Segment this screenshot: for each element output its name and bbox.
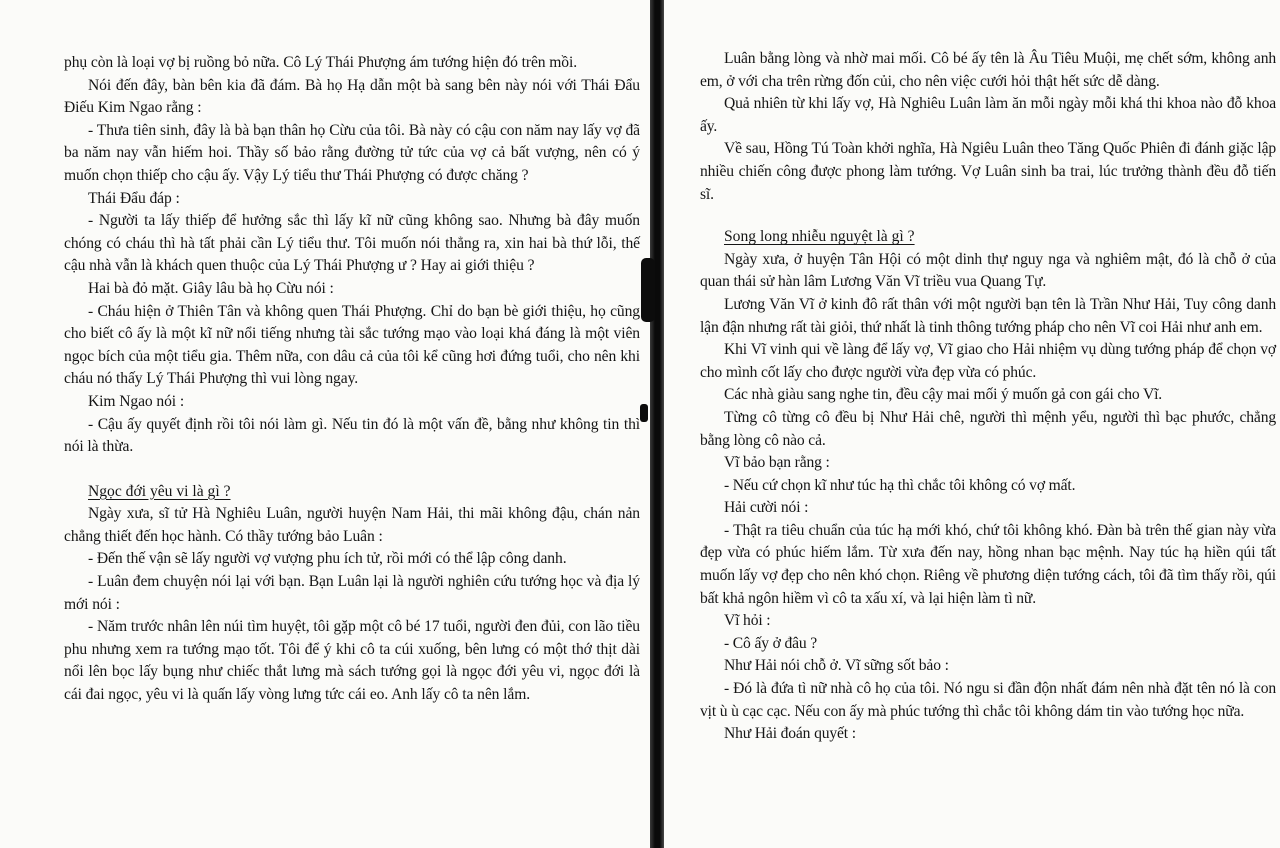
scan-blemish <box>641 258 655 322</box>
paragraph: - Cậu ấy quyết định rồi tôi nói làm gì. Nếu tin đó là một vấn đề, bằng như không tin thì nói là thừa. <box>64 415 640 456</box>
book-spine-gutter <box>650 0 664 848</box>
paragraph: - Đến thế vận sẽ lấy người vợ vượng phu ích tử, rồi mới có thể lập công danh. <box>88 550 567 568</box>
paragraph: - Luân đem chuyện nói lại với bạn. Bạn Luân lại là người nghiên cứu tướng học và địa lý mới nói : <box>64 573 640 613</box>
paragraph: Từng cô từng cô đều bị Như Hải chê, người thì mệnh yểu, người thì bạc phước, chẳng bằng lòng cô nào cả. <box>700 408 1276 449</box>
paragraph: Ngày xưa, sĩ tử Hà Nghiêu Luân, người huyện Nam Hải, thi mãi không đậu, chán nản chẳng thiết đến học hành. Có thầy tướng bảo Luân : <box>64 505 640 545</box>
paragraph: Thái Đẩu đáp : <box>88 189 180 207</box>
paragraph: - Thật ra tiêu chuẩn của túc hạ mới khó, chứ tôi không khó. Đàn bà trên thế gian này vừa đẹp vừa có phúc hiếm lắm. Từ xưa đến nay, hồng nhan bạc mệnh. Nay túc hạ hiền qúi tất muốn lấy vợ đẹp cho nên khó chọn. Riêng về phương diện tướng cách, tôi đã tìm thấy rồi, qúi bất khả ngôn hiềm vì cô ta xấu xí, và lại hiện làm tì nữ. <box>700 521 1276 607</box>
paragraph: Lương Văn Vĩ ở kinh đô rất thân với một người bạn tên là Trần Như Hải, Tuy công danh lận đận nhưng rất tài giỏi, thứ nhất là tinh thông tướng pháp cho nên Vĩ coi Hải như anh em. <box>700 295 1276 336</box>
paragraph: Hải cười nói : <box>724 499 809 517</box>
paragraph: Như Hải nói chỗ ở. Vĩ sững sốt bảo : <box>724 657 949 675</box>
paragraph: phụ còn là loại vợ bị ruồng bỏ nữa. Cô Lý Thái Phượng ám tướng hiện đó trên mồi. <box>64 54 578 71</box>
section-heading-text: Ngọc đới yêu vi là gì ? <box>88 482 231 500</box>
paragraph: Vĩ hỏi : <box>724 612 771 630</box>
section-heading-text: Song long nhiễu nguyệt là gì ? <box>724 228 915 246</box>
paragraph: Khi Vĩ vinh qui về làng để lấy vợ, Vĩ giao cho Hải nhiệm vụ dùng tướng pháp để chọn vợ cho mình cốt lấy cho được người vừa đẹp vừa có phúc. <box>700 341 1276 381</box>
paragraph: - Cháu hiện ở Thiên Tân và không quen Thái Phượng. Chỉ do bạn bè giới thiệu, họ cũng cho biết cô ấy là một kĩ nữ nổi tiếng nhưng tài sắc tướng mạo vào loại khá đáng là một viên ngọc bích của một tiểu gia. Thêm nữa, con dâu cả của tôi kể cũng hơi đứng tuổi, cho nên khi cháu nó thấy Lý Thái Phượng thì vui lòng ngay. <box>64 302 640 388</box>
paragraph: - Nếu cứ chọn kĩ như túc hạ thì chắc tôi không có vợ mất. <box>724 476 1076 494</box>
paragraph: Luân bằng lòng và nhờ mai mối. Cô bé ấy tên là Âu Tiêu Muội, mẹ chết sớm, không anh em, ở với cha trên rừng đốn củi, cho nên việc cưới hỏi thật hết sức dễ dàng. <box>700 50 1276 90</box>
paragraph: - Người ta lấy thiếp để hưởng sắc thì lấy kĩ nữ cũng không sao. Nhưng bà đây muốn chóng có cháu thì hà tất phải cần Lý tiểu thư. Tôi muốn nói thẳng ra, xin hai bà thứ lỗi, thế cậu nhà vẫn là khách quen thuộc của Lý Thái Phượng ư ? Hay ai giới thiệu ? <box>64 212 640 275</box>
paragraph: Hai bà đỏ mặt. Giây lâu bà họ Cừu nói : <box>88 279 334 297</box>
paragraph: - Đó là đứa tì nữ nhà cô họ của tôi. Nó ngu si đần độn nhất đám nên nhà đặt tên nó là con vịt ù ù cạc cạc. Nếu con ấy mà phúc tướng thì chắc tôi không dám tin vào tướng học nữa. <box>700 680 1276 720</box>
paragraph: Ngày xưa, ở huyện Tân Hội có một dinh thự nguy nga và nghiêm mật, đó là chỗ ở của quan thái sử hàn lâm Lương Văn Vĩ triều vua Quang Tự. <box>700 250 1276 291</box>
paragraph: Vĩ bảo bạn rằng : <box>724 454 830 472</box>
section-heading <box>64 481 640 504</box>
paragraph: Quả nhiên từ khi lấy vợ, Hà Nghiêu Luân làm ăn mỗi ngày mỗi khá thi khoa nào đỗ khoa ấy. <box>700 95 1276 135</box>
paragraph: - Thưa tiên sinh, đây là bà bạn thân họ Cừu của tôi. Bà này có cậu con năm nay lấy vợ đã ba năm nay vẫn hiếm hoi. Thầy số bảo rằng đường tử tức của vợ cả bất vượng, nên có ý muốn chọn thiếp cho cậu ấy. Vậy Lý tiểu thư Thái Phượng có được chăng ? <box>64 121 640 184</box>
paragraph: Kim Ngao nói : <box>88 392 185 410</box>
paragraph: - Năm trước nhân lên núi tìm huyệt, tôi gặp một cô bé 17 tuổi, người đen đủi, con lão tiều phu nhưng xem ra tướng mạo tốt. Tôi để ý khi cô ta cúi xuống, bên lưng có một thớ thịt dài nổi lên bọc lấy bụng như chiếc thắt lưng mà sách tướng gọi là ngọc đới yêu vi, ngọc đới là cái đai ngọc, yêu vi là quấn lấy vòng lưng tức cái eo. Anh lấy cô ta nên lắm. <box>64 618 640 704</box>
scan-blemish <box>640 404 648 422</box>
paragraph: Như Hải đoán quyết : <box>724 725 856 743</box>
section-heading <box>700 226 1276 249</box>
paragraph: Về sau, Hồng Tú Toàn khởi nghĩa, Hà Ngiêu Luân theo Tăng Quốc Phiên đi đánh giặc lập nhiều chiến công được phong làm tướng. Vợ Luân sinh ba trai, lúc trưởng thành đều đỗ tiến sĩ. <box>700 140 1276 203</box>
paragraph: Các nhà giàu sang nghe tin, đều cậy mai mối ý muốn gả con gái cho Vĩ. <box>724 386 1163 404</box>
paragraph: Nói đến đây, bàn bên kia đã đám. Bà họ Hạ dẫn một bà sang bên này nói với Thái Đẩu Điếu Kim Ngao rằng : <box>64 76 640 117</box>
right-page <box>664 0 1280 848</box>
paragraph: - Cô ấy ở đâu ? <box>724 634 818 652</box>
